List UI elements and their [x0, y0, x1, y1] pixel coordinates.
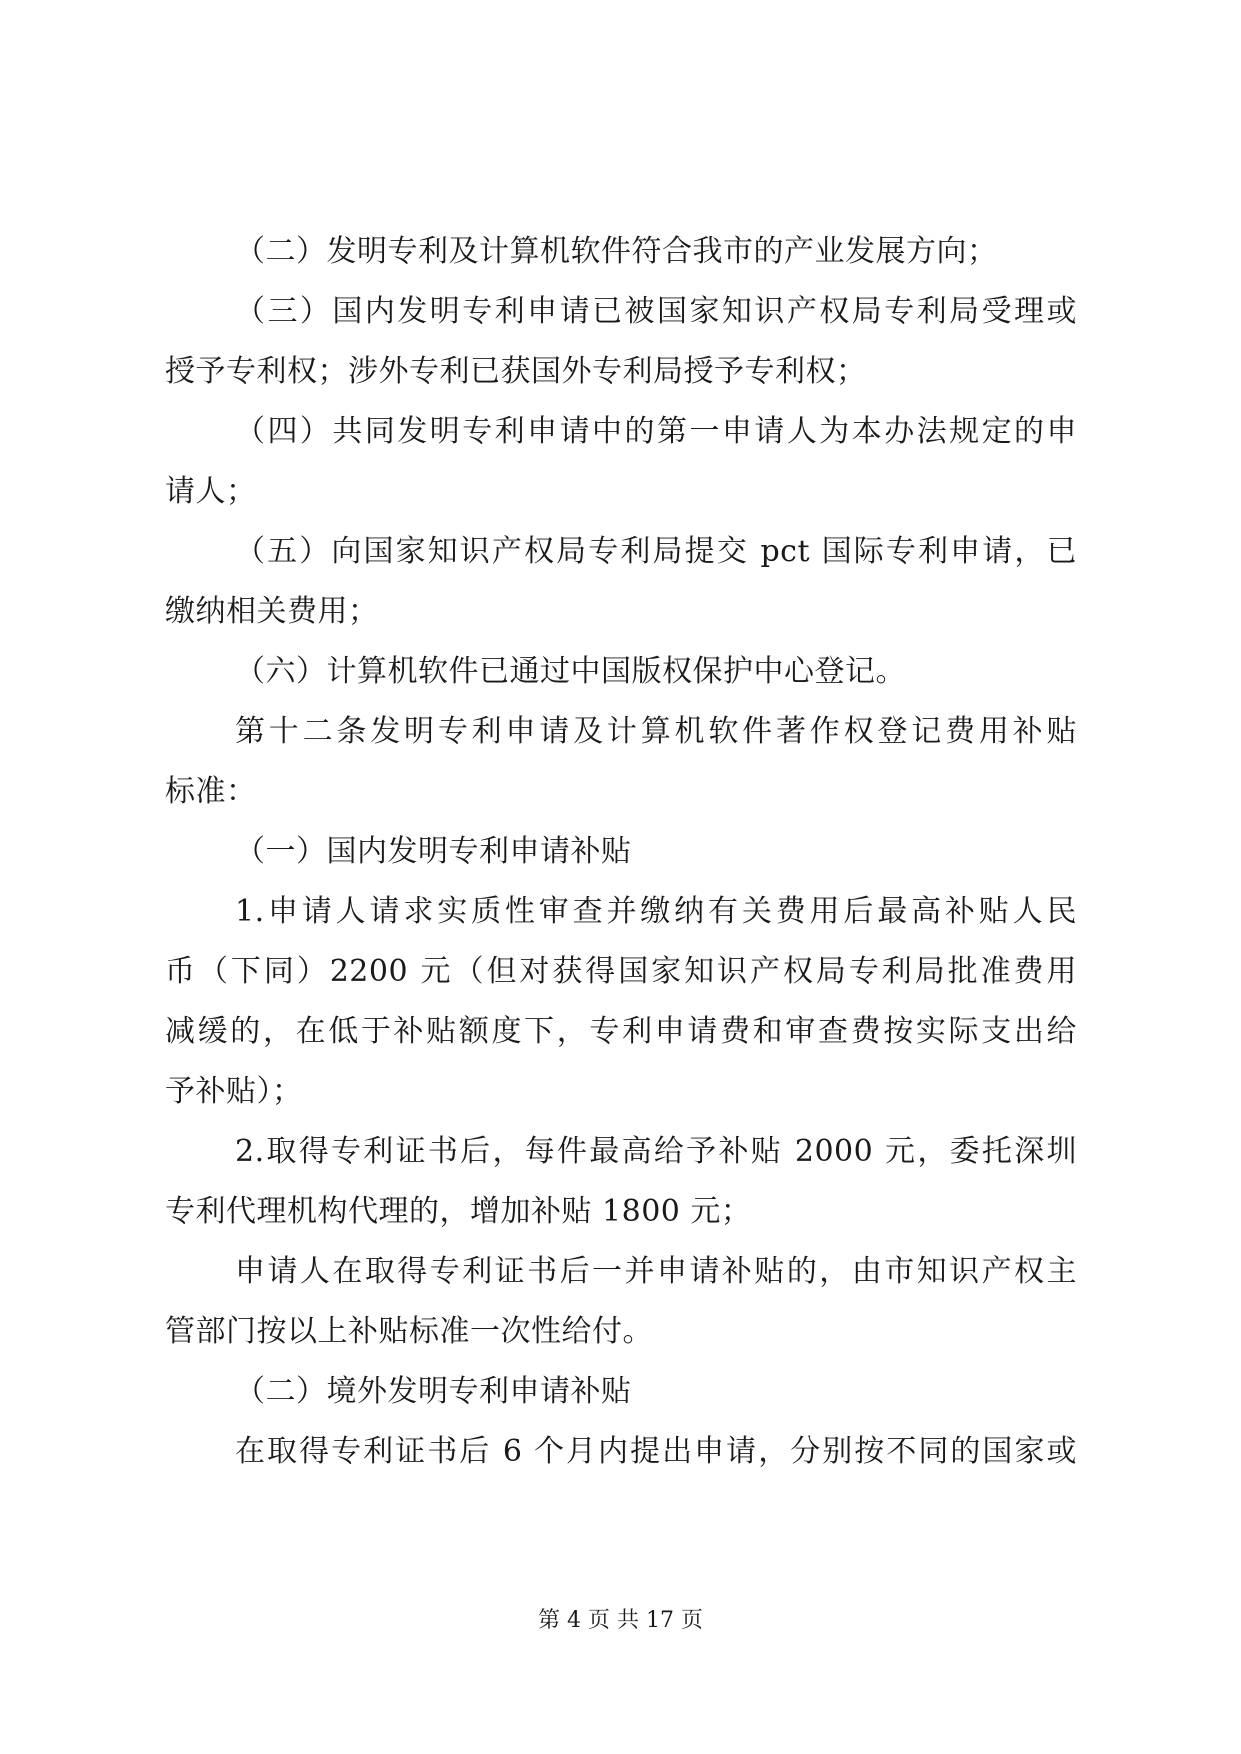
paragraph-line: 专利代理机构代理的，增加补贴 1800 元； [165, 1194, 752, 1229]
paragraph-line: 2.取得专利证书后，每件最高给予补贴 2000 元，委托深圳 [235, 1134, 1077, 1169]
paragraph-line: 授予专利权；涉外专利已获国外专利局授予专利权； [165, 354, 867, 389]
paragraph-line: 管部门按以上补贴标准一次性给付。 [165, 1314, 653, 1349]
paragraph-line: 请人； [165, 474, 257, 509]
paragraph-line: （三）国内发明专利申请已被国家知识产权局专利局受理或 [235, 294, 1077, 329]
document-body [165, 222, 1077, 1482]
paragraph-line: （二）发明专利及计算机软件符合我市的产业发展方向； [235, 234, 998, 269]
paragraph-line: （五）向国家知识产权局专利局提交 pct 国际专利申请，已 [235, 534, 1077, 569]
paragraph-line: 减缓的，在低于补贴额度下，专利申请费和审查费按实际支出给 [165, 1014, 1077, 1049]
paragraph-line: （一）国内发明专利申请补贴 [235, 834, 632, 869]
paragraph-line: 币（下同）2200 元（但对获得国家知识产权局专利局批准费用 [165, 954, 1077, 989]
paragraph-line: 第十二条发明专利申请及计算机软件著作权登记费用补贴 [235, 714, 1077, 749]
paragraph-line: （六）计算机软件已通过中国版权保护中心登记。 [235, 654, 906, 689]
paragraph-line: 标准： [165, 774, 257, 809]
page-number-footer: 第 4 页 共 17 页 [538, 1608, 703, 1633]
paragraph-line: 缴纳相关费用； [165, 594, 379, 629]
paragraph-line: 在取得专利证书后 6 个月内提出申请，分别按不同的国家或 [235, 1434, 1077, 1469]
paragraph-line: 申请人在取得专利证书后一并申请补贴的，由市知识产权主 [235, 1254, 1077, 1289]
paragraph-line: 予补贴）； [165, 1074, 303, 1109]
paragraph-line: 1.申请人请求实质性审查并缴纳有关费用后最高补贴人民 [235, 894, 1077, 929]
paragraph-line: （二）境外发明专利申请补贴 [235, 1374, 632, 1409]
paragraph-line: （四）共同发明专利申请中的第一申请人为本办法规定的申 [235, 414, 1077, 449]
